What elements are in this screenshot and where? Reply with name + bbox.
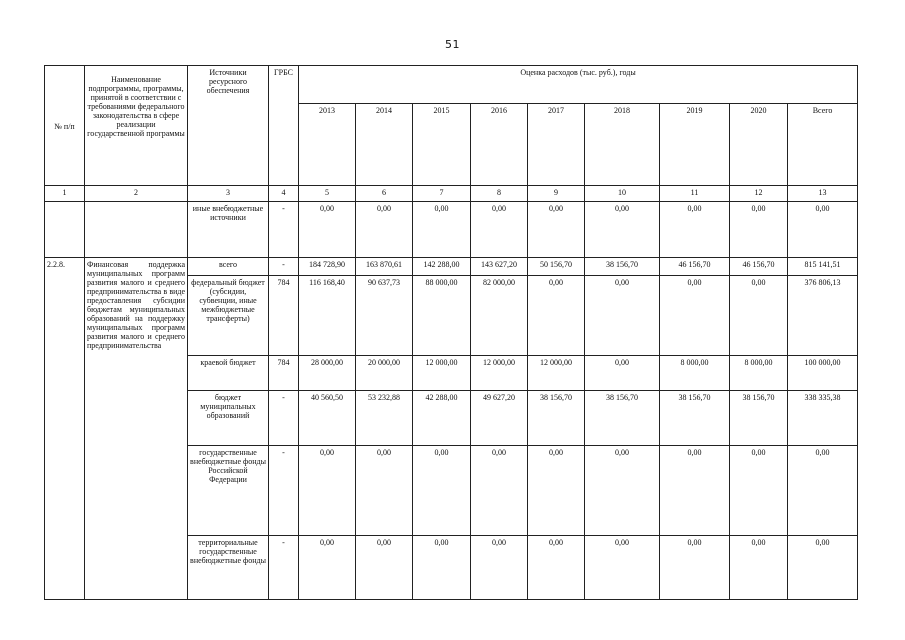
row-value: 49 627,20	[471, 391, 528, 446]
header-estimate: Оценка расходов (тыс. руб.), годы	[299, 66, 858, 104]
row-value: 163 870,61	[356, 258, 413, 276]
row-grbs: -	[269, 202, 299, 258]
row-grbs: 784	[269, 276, 299, 356]
row-value: 100 000,00	[788, 356, 858, 391]
row-value: 376 806,13	[788, 276, 858, 356]
row-value: 142 288,00	[413, 258, 471, 276]
row-value: 116 168,40	[299, 276, 356, 356]
row-value: 184 728,90	[299, 258, 356, 276]
header-source: Источники ресурсного обеспечения	[188, 66, 269, 186]
row-value: 46 156,70	[660, 258, 730, 276]
row-value: 38 156,70	[585, 258, 660, 276]
row-value: 8 000,00	[730, 356, 788, 391]
row-value: 0,00	[585, 202, 660, 258]
column-number: 7	[413, 186, 471, 202]
row-source: территориальные государственные внебюджетные фонды	[188, 536, 269, 600]
table-row	[45, 202, 858, 258]
row-value: 50 156,70	[528, 258, 585, 276]
header-num: № п/п	[45, 66, 85, 186]
row-value: 0,00	[299, 202, 356, 258]
row-value: 0,00	[730, 536, 788, 600]
row-source: бюджет муниципальных образований	[188, 391, 269, 446]
column-number: 3	[188, 186, 269, 202]
row-value: 12 000,00	[413, 356, 471, 391]
column-number: 10	[585, 186, 660, 202]
header-year: 2019	[660, 104, 730, 186]
row-value: 0,00	[413, 536, 471, 600]
row-value: 0,00	[730, 276, 788, 356]
row-value: 40 560,50	[299, 391, 356, 446]
header-total: Всего	[788, 104, 858, 186]
column-number: 13	[788, 186, 858, 202]
row-source: краевой бюджет	[188, 356, 269, 391]
header-year: 2016	[471, 104, 528, 186]
header-year: 2018	[585, 104, 660, 186]
row-value: 82 000,00	[471, 276, 528, 356]
row-value: 0,00	[528, 202, 585, 258]
row-grbs: -	[269, 258, 299, 276]
row-num	[45, 202, 85, 258]
column-number: 12	[730, 186, 788, 202]
row-value: 12 000,00	[528, 356, 585, 391]
row-value: 38 156,70	[660, 391, 730, 446]
column-number: 5	[299, 186, 356, 202]
header-row-top	[45, 66, 858, 104]
column-number: 11	[660, 186, 730, 202]
row-grbs: -	[269, 391, 299, 446]
row-source: иные внебюджетные источники	[188, 202, 269, 258]
row-value: 0,00	[356, 446, 413, 536]
row-value: 143 627,20	[471, 258, 528, 276]
page-number: 51	[445, 38, 460, 51]
row-value: 90 637,73	[356, 276, 413, 356]
row-value: 0,00	[660, 202, 730, 258]
row-source: государственные внебюджетные фонды Российской Федерации	[188, 446, 269, 536]
row-value: 0,00	[299, 536, 356, 600]
column-number-row	[45, 186, 858, 202]
row-value: 0,00	[299, 446, 356, 536]
row-value: 38 156,70	[585, 391, 660, 446]
row-value: 0,00	[528, 276, 585, 356]
row-source: федеральный бюджет (субсидии, субвенции, иные межбюджетные трансферты)	[188, 276, 269, 356]
column-number: 9	[528, 186, 585, 202]
row-value: 0,00	[585, 276, 660, 356]
table-row	[45, 258, 858, 276]
row-value: 0,00	[585, 356, 660, 391]
row-value: 815 141,51	[788, 258, 858, 276]
row-value: 0,00	[585, 446, 660, 536]
row-value: 0,00	[660, 276, 730, 356]
program-number: 2.2.8.	[45, 258, 85, 600]
row-value: 38 156,70	[730, 391, 788, 446]
row-value: 0,00	[356, 536, 413, 600]
row-value: 0,00	[528, 536, 585, 600]
header-year: 2017	[528, 104, 585, 186]
column-number: 6	[356, 186, 413, 202]
column-number: 4	[269, 186, 299, 202]
row-value: 0,00	[413, 446, 471, 536]
row-source: всего	[188, 258, 269, 276]
row-value: 0,00	[471, 446, 528, 536]
header-year: 2013	[299, 104, 356, 186]
row-value: 0,00	[471, 202, 528, 258]
row-grbs: -	[269, 536, 299, 600]
row-value: 0,00	[788, 446, 858, 536]
header-year: 2020	[730, 104, 788, 186]
row-value: 8 000,00	[660, 356, 730, 391]
row-value: 0,00	[660, 536, 730, 600]
row-value: 38 156,70	[528, 391, 585, 446]
row-value: 42 288,00	[413, 391, 471, 446]
row-value: 0,00	[788, 536, 858, 600]
row-value: 12 000,00	[471, 356, 528, 391]
row-value: 0,00	[356, 202, 413, 258]
row-value: 88 000,00	[413, 276, 471, 356]
row-value: 20 000,00	[356, 356, 413, 391]
row-value: 0,00	[413, 202, 471, 258]
header-year: 2015	[413, 104, 471, 186]
row-grbs: -	[269, 446, 299, 536]
row-value: 0,00	[585, 536, 660, 600]
header-year: 2014	[356, 104, 413, 186]
row-name	[85, 202, 188, 258]
row-value: 53 232,88	[356, 391, 413, 446]
column-number: 2	[85, 186, 188, 202]
row-value: 0,00	[730, 202, 788, 258]
row-value: 46 156,70	[730, 258, 788, 276]
program-name: Финансовая поддержка муниципальных программ развития малого и среднего предпринимательства в виде предоставления субсидии бюджетам муниципальных образований на поддержку муниципальных программ развития малого и среднего предпринимательства	[85, 258, 188, 600]
column-number: 8	[471, 186, 528, 202]
row-value: 0,00	[528, 446, 585, 536]
row-value: 338 335,38	[788, 391, 858, 446]
row-value: 0,00	[730, 446, 788, 536]
header-name: Наименование подпрограммы, программы, принятой в соответствии с требованиями федерального законодательства в сфере реализации государственной программы	[85, 66, 188, 186]
row-value: 0,00	[660, 446, 730, 536]
row-value: 0,00	[788, 202, 858, 258]
column-number: 1	[45, 186, 85, 202]
header-grbs: ГРБС	[269, 66, 299, 186]
row-value: 28 000,00	[299, 356, 356, 391]
row-value: 0,00	[471, 536, 528, 600]
budget-table	[44, 65, 858, 600]
row-grbs: 784	[269, 356, 299, 391]
